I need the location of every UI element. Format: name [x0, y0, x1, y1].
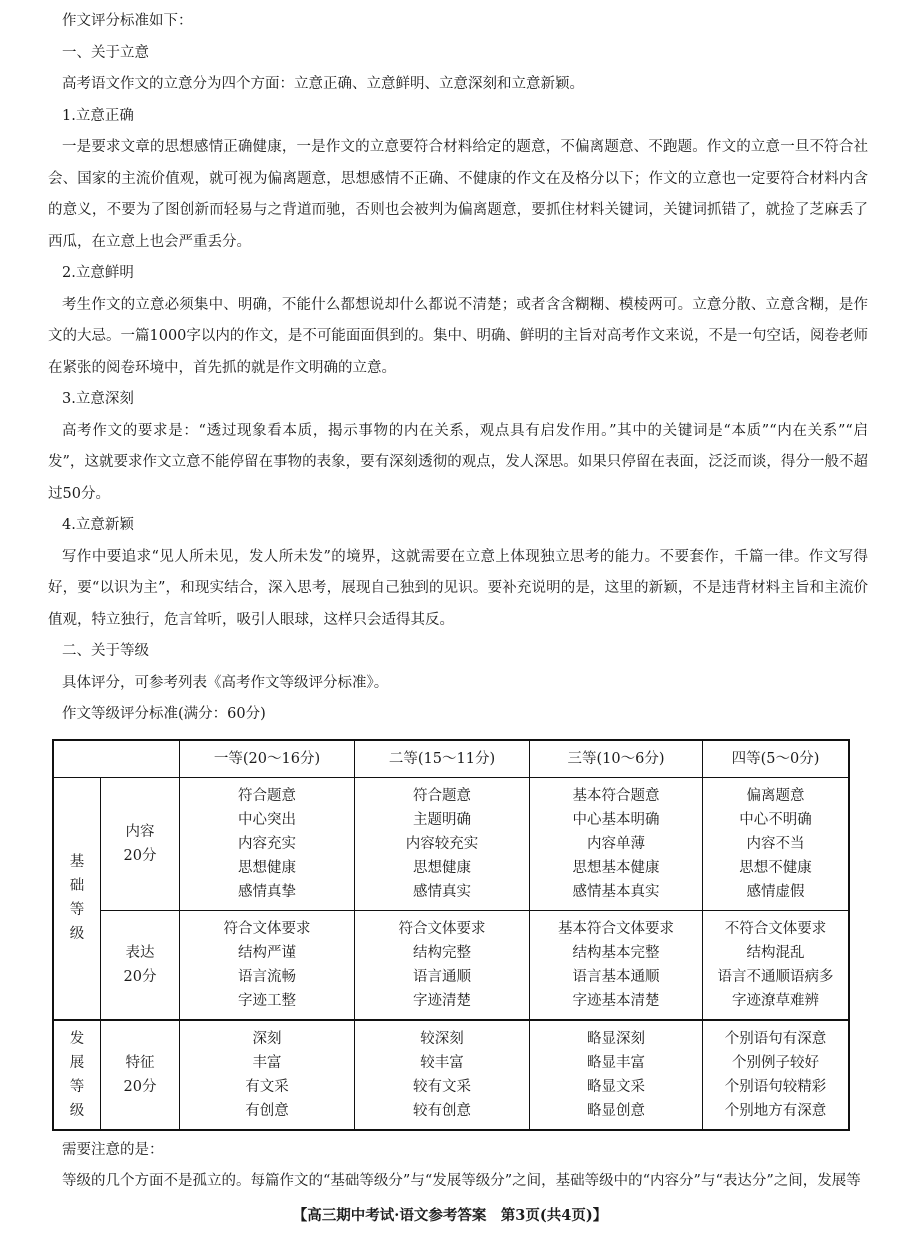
table-row: [53, 777, 849, 910]
paragraph: 高考作文的要求是：“透过现象看本质，揭示事物的内在关系，观点具有启发作用。”其中的关键词是“本质”“内在关系”“启发”，这就要求作文立意不能停留在事物的表象，要有深刻透彻的观点，发人深思。如果只停留在表面，泛泛而谈，得分一般不超过50分。: [48, 422, 868, 502]
subheading: 1.立意正确: [62, 107, 134, 124]
paragraph: 等级的几个方面不是孤立的。每篇作文的“基础等级分”与“发展等级分”之间，基础等级中的“内容分”与“表达分”之间，发展等: [62, 1173, 861, 1189]
column-header: 二等(15～11分): [355, 740, 530, 778]
table-cell: 符合文体要求 结构严谨 语言流畅 字迹工整: [180, 910, 355, 1020]
table-cell: 较深刻 较丰富 较有文采 较有创意: [355, 1020, 530, 1130]
row-label: 表达 20分: [101, 910, 180, 1020]
note-heading: 需要注意的是：: [62, 1141, 164, 1158]
table-title: 作文等级评分标准(满分：60分): [62, 706, 266, 722]
row-label: 特征 20分: [101, 1020, 180, 1130]
table-row: [53, 1020, 849, 1130]
empty-corner: [53, 740, 180, 778]
page-footer: 【高三期中考试·语文参考答案 第3页(共4页)】: [292, 1206, 608, 1224]
table-cell: 基本符合题意 中心基本明确 内容单薄 思想基本健康 感情基本真实: [530, 777, 703, 910]
column-header: 三等(10～6分): [530, 740, 703, 778]
subheading: 3.立意深刻: [62, 391, 134, 407]
table-cell: 基本符合文体要求 结构基本完整 语言基本通顺 字迹基本清楚: [530, 910, 703, 1020]
paragraph: 写作中要追求“见人所未见，发人所未发”的境界，这就需要在立意上体现独立思考的能力。不要套作，千篇一律。作文写得好，要“以识为主”，和现实结合，深入思考，展现自己独到的见识。要补充说明的是，这里的新颖，不是违背材料主旨和主流价值观，特立独行，危言耸听，吸引人眼球，这样只会适得其反。: [48, 548, 868, 628]
section-heading: 二、关于等级: [62, 643, 149, 659]
section-heading: 一、关于立意: [62, 44, 149, 61]
table-cell: 略显深刻 略显丰富 略显文采 略显创意: [530, 1020, 703, 1130]
table-cell: 不符合文体要求 结构混乱 语言不通顺语病多 字迹潦草难辨: [703, 910, 850, 1020]
table-cell: 符合题意 中心突出 内容充实 思想健康 感情真挚: [180, 777, 355, 910]
column-header: 四等(5～0分): [703, 740, 850, 778]
paragraph: 考生作文的立意必须集中、明确，不能什么都想说却什么都说不清楚；或者含含糊糊、模棱两可。立意分散、立意含糊，是作文的大忌。一篇1000字以内的作文，是不可能面面俱到的。集中、明确、鲜明的主旨对高考作文来说，不是一句空话，阅卷老师在紧张的阅卷环境中，首先抓的就是作文明确的立意。: [48, 296, 868, 376]
table-cell: 偏离题意 中心不明确 内容不当 思想不健康 感情虚假: [703, 777, 850, 910]
table-header-row: [53, 740, 849, 778]
table-cell: 个别语句有深意 个别例子较好 个别语句较精彩 个别地方有深意: [703, 1020, 850, 1130]
table-cell: 符合题意 主题明确 内容较充实 思想健康 感情真实: [355, 777, 530, 910]
subheading: 4.立意新颖: [62, 517, 134, 533]
group-label-development: 发 展 等 级: [53, 1020, 101, 1130]
subheading: 2.立意鲜明: [62, 265, 134, 281]
intro-line: 作文评分标准如下：: [62, 13, 193, 29]
paragraph: 具体评分，可参考列表《高考作文等级评分标准》。: [62, 674, 389, 691]
paragraph: 高考语文作文的立意分为四个方面：立意正确、立意鲜明、立意深刻和立意新颖。: [62, 76, 584, 92]
table-cell: 深刻 丰富 有文采 有创意: [180, 1020, 355, 1130]
table-row: [53, 910, 849, 1020]
grading-table: [52, 739, 850, 1131]
column-header: 一等(20～16分): [180, 740, 355, 778]
paragraph: 一是要求文章的思想感情正确健康，一是作文的立意要符合材料给定的题意，不偏离题意、不跑题。作文的立意一旦不符合社会、国家的主流价值观，就可视为偏离题意，思想感情不正确、不健康的作文在及格分以下；作文的立意也一定要符合材料内含的意义，不要为了图创新而轻易与之背道而驰，否则也会被判为偏离题意，要抓住材料关键词，关键词抓错了，就捡了芝麻丢了西瓜，在立意上也会严重丢分。: [48, 139, 868, 250]
group-label-basic: 基 础 等 级: [53, 777, 101, 1020]
row-label: 内容 20分: [101, 777, 180, 910]
table-cell: 符合文体要求 结构完整 语言通顺 字迹清楚: [355, 910, 530, 1020]
